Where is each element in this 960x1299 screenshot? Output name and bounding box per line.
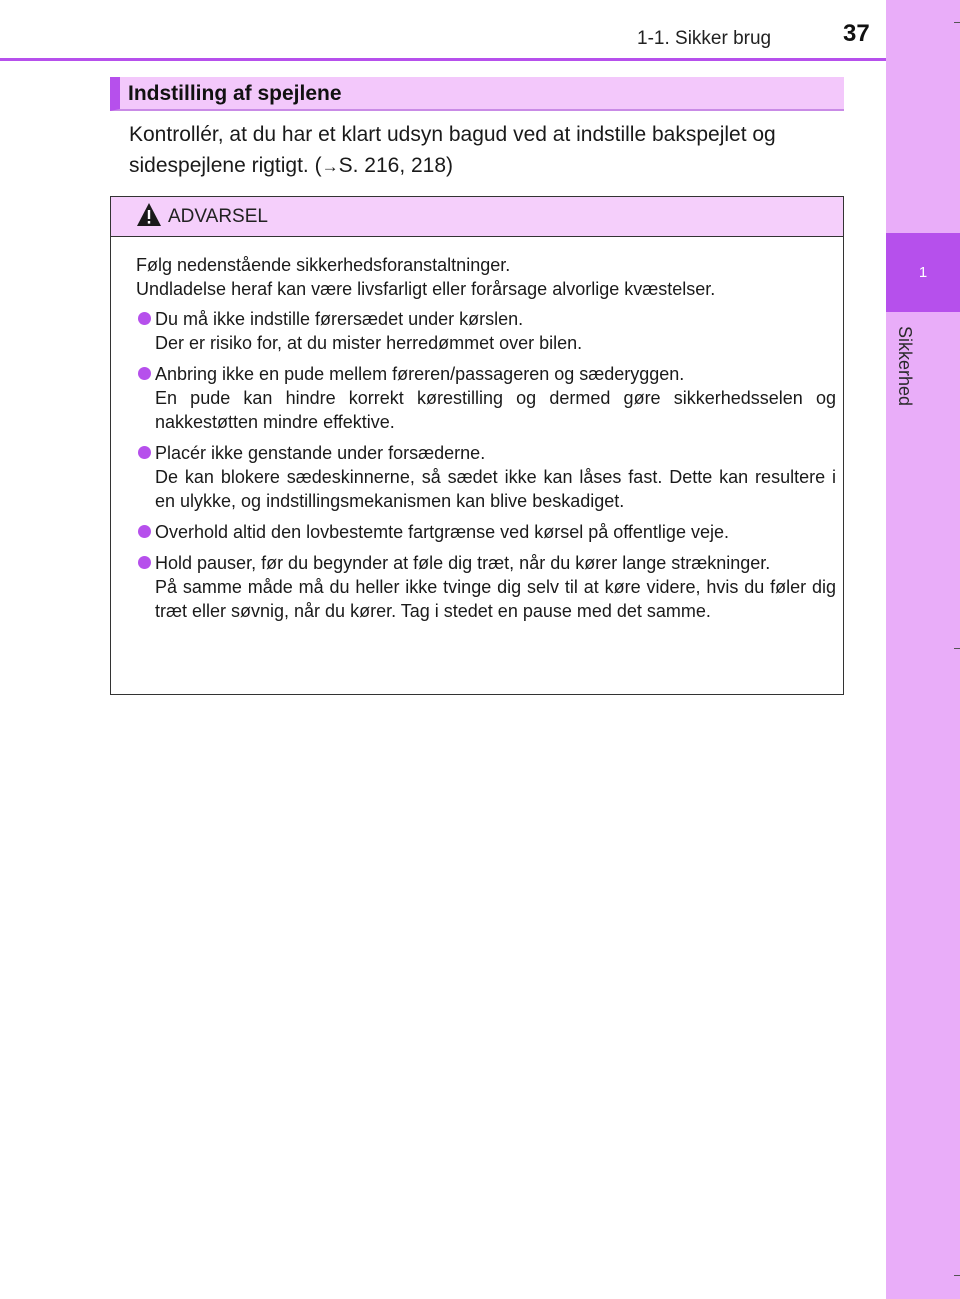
- item-line: På samme måde må du heller ikke tvinge dig selv til at køre videre, hvis du føler dig træt eller søvnig, når du kører. Tag i stedet en pause med det samme.: [155, 577, 836, 621]
- warning-header: [111, 197, 843, 237]
- section-title-band: [110, 77, 844, 111]
- list-item: [136, 551, 836, 623]
- item-line: Hold pauser, før du begynder at føle dig træt, når du kører lange strækninger.: [155, 553, 771, 573]
- item-line: Der er risiko for, at du mister herredømmet over bilen.: [155, 333, 583, 353]
- chapter-number: 1: [918, 264, 928, 281]
- item-line: Du må ikke indstille førersædet under kørslen.: [155, 309, 524, 329]
- warning-title: ADVARSEL: [168, 206, 268, 227]
- item-line: Overhold altid den lovbestemte fartgrænse ved kørsel på offentlige veje.: [155, 522, 729, 542]
- reference-arrow-icon: →: [321, 157, 339, 176]
- list-item: [136, 307, 836, 355]
- page-reference-link[interactable]: S. 216, 218): [338, 154, 454, 177]
- running-header: 1-1. Sikker brug: [637, 28, 772, 49]
- bullet-icon: [138, 367, 151, 380]
- bullet-icon: [138, 556, 151, 569]
- list-item: [136, 441, 836, 513]
- chapter-label: Sikkerhed: [895, 326, 915, 407]
- item-line: Anbring ikke en pude mellem føreren/passageren og sæderyggen.: [155, 364, 685, 384]
- side-tab-strip: [886, 0, 960, 1299]
- lead-line: Undladelse heraf kan være livsfarligt eller forårsage alvorlige kvæstelser.: [136, 279, 716, 299]
- warning-body: [136, 253, 836, 630]
- bullet-icon: [138, 525, 151, 538]
- list-item: [136, 362, 836, 434]
- list-item: [136, 520, 836, 544]
- lead-line: Følg nedenstående sikkerhedsforanstaltninger.: [136, 255, 511, 275]
- header-rule: [0, 58, 886, 61]
- chapter-tab[interactable]: [886, 233, 960, 312]
- item-line: Placér ikke genstande under forsæderne.: [155, 443, 486, 463]
- item-line: De kan blokere sædeskinnerne, så sædet ikke kan låses fast. Dette kan resultere i en ulykke, og indstillingsmekanismen kan blive beskadiget.: [155, 467, 836, 511]
- bullet-icon: [138, 446, 151, 459]
- warning-lead: [136, 253, 836, 301]
- page-number: 37: [843, 20, 870, 47]
- warning-triangle-icon: [136, 202, 162, 228]
- crop-mark: [954, 1275, 960, 1276]
- warning-box: [110, 196, 844, 695]
- intro-text: Kontrollér, at du har et klart udsyn bagud ved at indstille bakspejlet og sidespejlene rigtigt. (: [129, 123, 776, 177]
- bullet-icon: [138, 312, 151, 325]
- section-title: Indstilling af spejlene: [128, 82, 342, 105]
- item-line: En pude kan hindre korrekt kørestilling og dermed gøre sikkerhedsselen og nakkestøtten mindre effektive.: [155, 388, 836, 432]
- crop-mark: [954, 648, 960, 649]
- intro-paragraph: [129, 119, 844, 182]
- crop-mark: [954, 22, 960, 23]
